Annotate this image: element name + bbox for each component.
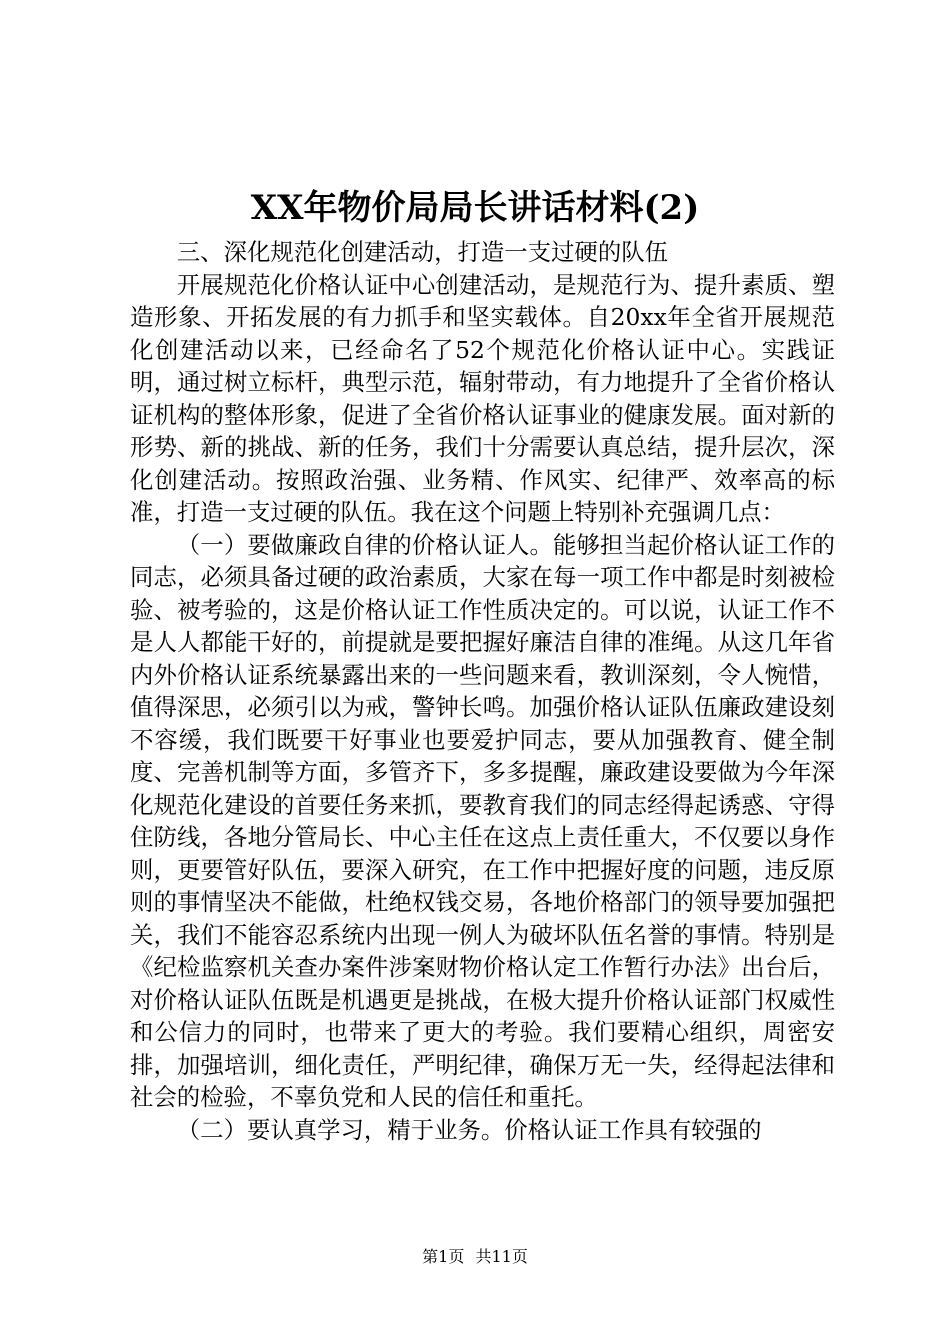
page-footer	[0, 1245, 950, 1269]
document-body	[130, 236, 835, 1146]
page-total: 共11页	[475, 1247, 528, 1266]
section-heading: 三、深化规范化创建活动，打造一支过硬的队伍	[176, 238, 668, 266]
body-paragraph: 开展规范化价格认证中心创建活动，是规范行为、提升素质、塑造形象、开拓发展的有力抓手和坚实载体。自20xx年全省开展规范化创建活动以来，已经命名了52个规范化价格认证中心。实践证明，通过树立标杆，典型示范，辐射带动，有力地提升了全省价格认证机构的整体形象，促进了全省价格认证事业的健康发展。面对新的形势、新的挑战、新的任务，我们十分需要认真总结，提升层次，深化创建活动。按照政治强、业务精、作风实、纪律严、效率高的标准，打造一支过硬的队伍。我在这个问题上特别补充强调几点：	[130, 270, 835, 526]
page-number: 第1页	[422, 1247, 465, 1266]
body-paragraph: （一）要做廉政自律的价格认证人。能够担当起价格认证工作的同志，必须具备过硬的政治素质，大家在每一项工作中都是时刻被检验、被考验的，这是价格认证工作性质决定的。可以说，认证工作不是人人都能干好的，前提就是要把握好廉洁自律的准绳。从这几年省内外价格认证系统暴露出来的一些问题来看，教训深刻，令人惋惜，值得深思，必须引以为戒，警钟长鸣。加强价格认证队伍廉政建设刻不容缓，我们既要干好事业也要爱护同志，要从加强教育、健全制度、完善机制等方面，多管齐下，多多提醒，廉政建设要做为今年深化规范化建设的首要任务来抓，要教育我们的同志经得起诱惑、守得住防线，各地分管局长、中心主任在这点上责任重大，不仅要以身作则，更要管好队伍，要深入研究，在工作中把握好度的问题，违反原则的事情坚决不能做，杜绝权钱交易，各地价格部门的领导要加强把关，我们不能容忍系统内出现一例人为破坏队伍名誉的事情。特别是《纪检监察机关查办案件涉案财物价格认定工作暂行办法》出台后，对价格认证队伍既是机遇更是挑战，在极大提升价格认证部门权威性和公信力的同时，也带来了更大的考验。我们要精心组织，周密安排，加强培训，细化责任，严明纪律，确保万无一失，经得起法律和社会的检验，不辜负党和人民的信任和重托。	[130, 530, 835, 1111]
page-title: XX年物价局局长讲话材料(2)	[250, 188, 700, 228]
body-paragraph: （二）要认真学习，精于业务。价格认证工作具有较强的	[176, 1115, 762, 1144]
